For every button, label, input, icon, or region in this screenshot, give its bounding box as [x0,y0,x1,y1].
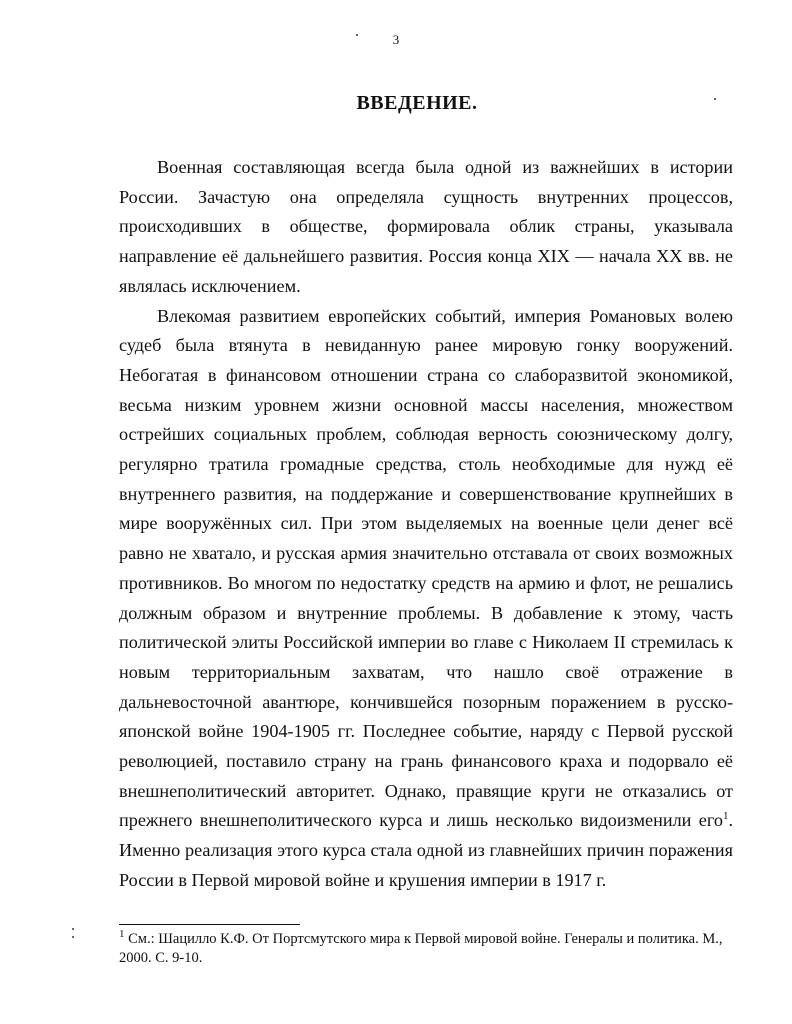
scan-speck [72,928,74,930]
body-text [119,153,733,896]
page-number: 3 [392,32,400,47]
footnote-text: См.: Шацилло К.Ф. От Портсмутского мира к Первой мировой войне. Генералы и политика. М., 2000. С. 9-10. [119,931,723,966]
paragraph-2 [119,302,733,896]
paragraph-1: Военная составляющая всегда была одной из важнейших в истории России. Зачастую она определяла сущность внутренних процессов, происходивших в обществе, формировала облик страны, указывала направление её дальнейшего развития. Россия конца XIX — начала XX вв. не являлась исключением. [119,157,733,296]
scan-speck [72,936,74,938]
footnote [119,930,737,967]
footnote-marker: 1 [119,928,125,941]
page-title: ВВЕДЕНИЕ. [356,92,478,114]
paragraph-2-text: Влекомая развитием европейских событий, империя Романовых волею судеб была втянута в невиданную ранее мировую гонку вооружений. Небогатая в финансовом отношении страна со слаборазвитой экономикой, весьма низким уровнем жизни основной массы населения, множеством острейших социальных проблем, соблюдая верность союзническому долгу, регулярно тратила громадные средства, столь необходимые для нужд её внутреннего развития, на поддержание и совершенствование крупнейших в мире вооружённых сил. При этом выделяемых на военные цели денег всё равно не хватало, и русская армия значительно отставала от своих возможных противников. Во многом по недостатку средств на армию и флот, не решались должным образом и внутренние проблемы. В добавление к этому, часть политической элиты Российской империи во главе с Николаем II стремилась к новым территориальным захватам, что нашло своё отражение в дальневосточной авантюре, кончившейся позорным поражением в русско-японской войне 1904-1905 гг. Последнее событие, наряду с Первой русской революцией, поставило страну на грань финансового краха и подорвало её внешнеполитический авторитет. Однако, правящие круги не отказались от прежнего внешнеполитического курса и лишь несколько видоизменили его [119,305,733,831]
paragraph-2-text-continued: . Именно реализация этого курса стала одной из главнейших причин поражения России в Первой мировой войне и крушения империи в 1917 г. [119,810,733,890]
footnote-reference[interactable]: 1 [722,810,729,823]
scan-speck [356,34,358,36]
footnote-divider [119,924,300,925]
scan-speck [714,98,716,100]
